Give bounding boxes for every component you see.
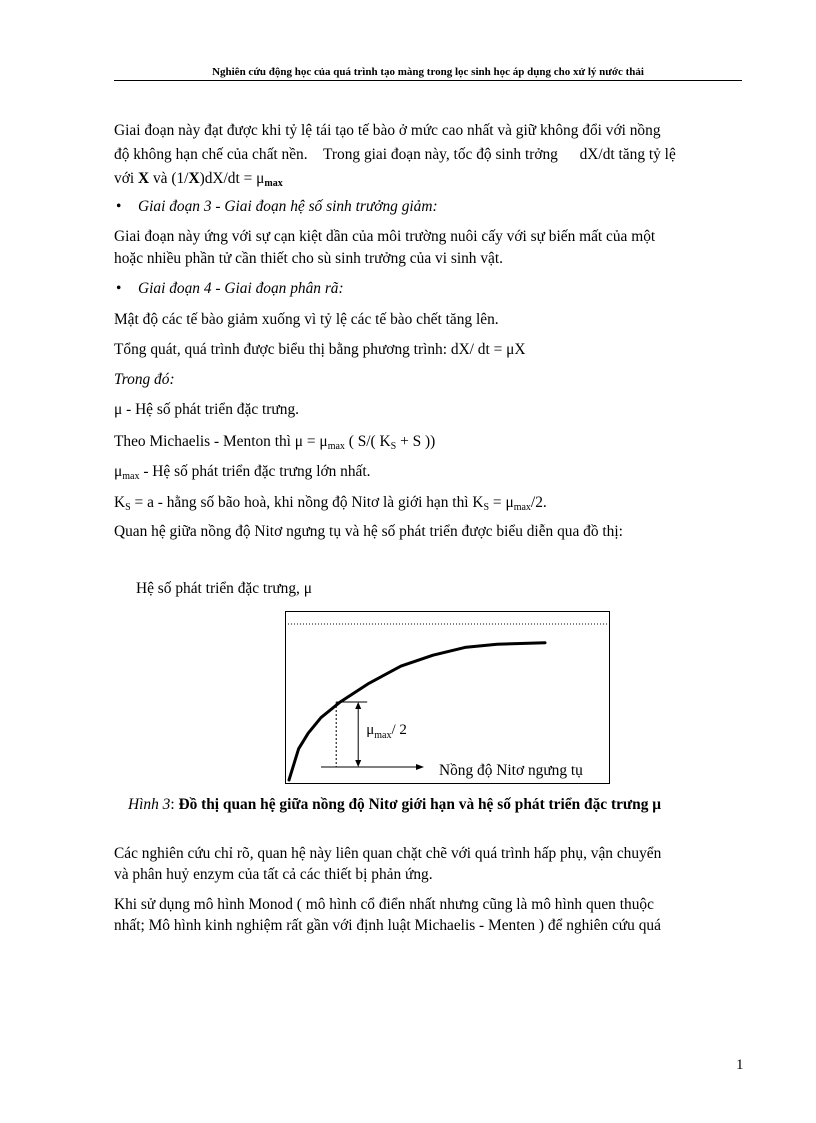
michaelis-a: Theo Michaelis - Menton thì μ = μ [114,433,328,450]
general-equation-line: Tổng quát, quá trình được biểu thị bằng phương trình: dX/ dt = μX [114,341,526,358]
mumax-a: μ [114,463,123,480]
growth-rate-chart [285,611,611,786]
arrowhead-up [355,702,361,709]
caption-sep: : [170,796,179,813]
chart-frame [286,612,610,784]
figure-caption [128,796,661,814]
half-label-sub: max [374,730,392,741]
chart-y-label: Hệ số phát triển đặc trưng, μ [136,580,313,597]
michaelis-b: ( S/( K [344,433,391,450]
para1-line2a: độ không hạn chế của chất nền. [114,146,308,163]
ks-sub-3: max [513,502,531,513]
ks-definition [114,494,742,513]
half-label-tail: / 2 [391,722,407,738]
para1-line2b: Trong giai đoạn này, tốc độ sinh trởng [323,146,558,163]
page-number: 1 [736,1057,744,1073]
caption-figure-number: Hình 3 [128,796,171,813]
page-header: Nghiên cứu động học của quá trình tạo màng trong lọc sinh học áp dụng cho xử lý nước thải [114,66,742,81]
para1-line2c: dX/dt tăng tỷ lệ [579,146,676,163]
para1-line3b: và (1/ [152,170,189,187]
mu-definition: μ - Hệ số phát triển đặc trưng. [114,401,299,418]
ks-c: = μ [489,494,514,511]
ks-sub-1: S [125,502,131,513]
para3-line1: Các nghiên cứu chỉ rõ, quan hệ này liên quan chặt chẽ với quá trình hấp phụ, vận chuyển [114,845,662,862]
bullet-stage-4-text: Giai đoạn 4 - Giai đoạn phân rã: [138,280,344,297]
var-x-2: X [188,170,200,187]
bullet-stage-3 [116,198,438,216]
var-x: X [137,170,150,187]
where-label: Trong đó: [114,371,175,388]
para2-line2: hoặc nhiều phần tử cần thiết cho sù sinh trưởng của vi sinh vật. [114,250,503,267]
para1-line3 [114,170,742,189]
bullet-icon: • [116,280,122,297]
para1-line2 [114,146,742,164]
michaelis-sub-s: S [390,441,397,452]
ks-a: K [114,494,126,511]
para4-line2: nhất; Mô hình kinh nghiệm rất gần với định luật Michaelis - Menten ) để nghiên cứu quá [114,917,661,934]
michaelis-sub-max: max [327,441,345,452]
arrowhead-down [355,760,361,767]
bullet-stage-3-text: Giai đoạn 3 - Giai đoạn hệ số sinh trưởng giảm: [138,198,438,215]
density-line: Mật độ các tế bào giảm xuống vì tỷ lệ các tế bào chết tăng lên. [114,311,499,328]
arrowhead-right [416,764,424,770]
relation-line: Quan hệ giữa nồng độ Nitơ ngưng tụ và hệ số phát triển được biểu diễn qua đồ thị: [114,523,623,540]
para4-line1: Khi sử dụng mô hình Monod ( mô hình cổ điển nhất nhưng cũng là mô hình quen thuộc [114,896,654,913]
bullet-stage-4 [116,280,344,298]
michaelis-line [114,433,742,452]
bullet-icon: • [116,198,122,215]
para1-line3a: với [114,170,135,187]
para1-line3c: )dX/dt = μ [199,170,265,187]
ks-sub-2: S [483,502,490,513]
para2-line1: Giai đoạn này ứng với sự cạn kiệt dần của môi trường nuôi cấy với sự biến mất của một [114,228,656,245]
half-max-label [366,722,407,741]
mumax-definition [114,463,742,482]
growth-curve [289,643,545,780]
ks-b: = a - hằng số bão hoà, khi nồng độ Nitơ là giới hạn thì K [130,494,484,511]
para3-line2: và phân huỷ enzym của tất cả các thiết bị phản ứng. [114,866,433,883]
chart-x-label: Nồng độ Nitơ ngưng tụ [439,762,583,779]
caption-text: Đồ thị quan hệ giữa nồng độ Nitơ giới hạn và hệ số phát triển đặc trưng μ [178,796,661,813]
para1-line1: Giai đoạn này đạt được khi tỷ lệ tái tạo tế bào ở mức cao nhất và giữ không đổi với nồng [114,122,661,139]
mu-max-sub: max [264,178,283,189]
half-label-mu: μ [366,722,375,738]
mumax-b: - Hệ số phát triển đặc trưng lớn nhất. [139,463,371,480]
mumax-sub: max [122,471,140,482]
michaelis-c: + S )) [396,433,436,450]
ks-d: /2. [530,494,547,511]
